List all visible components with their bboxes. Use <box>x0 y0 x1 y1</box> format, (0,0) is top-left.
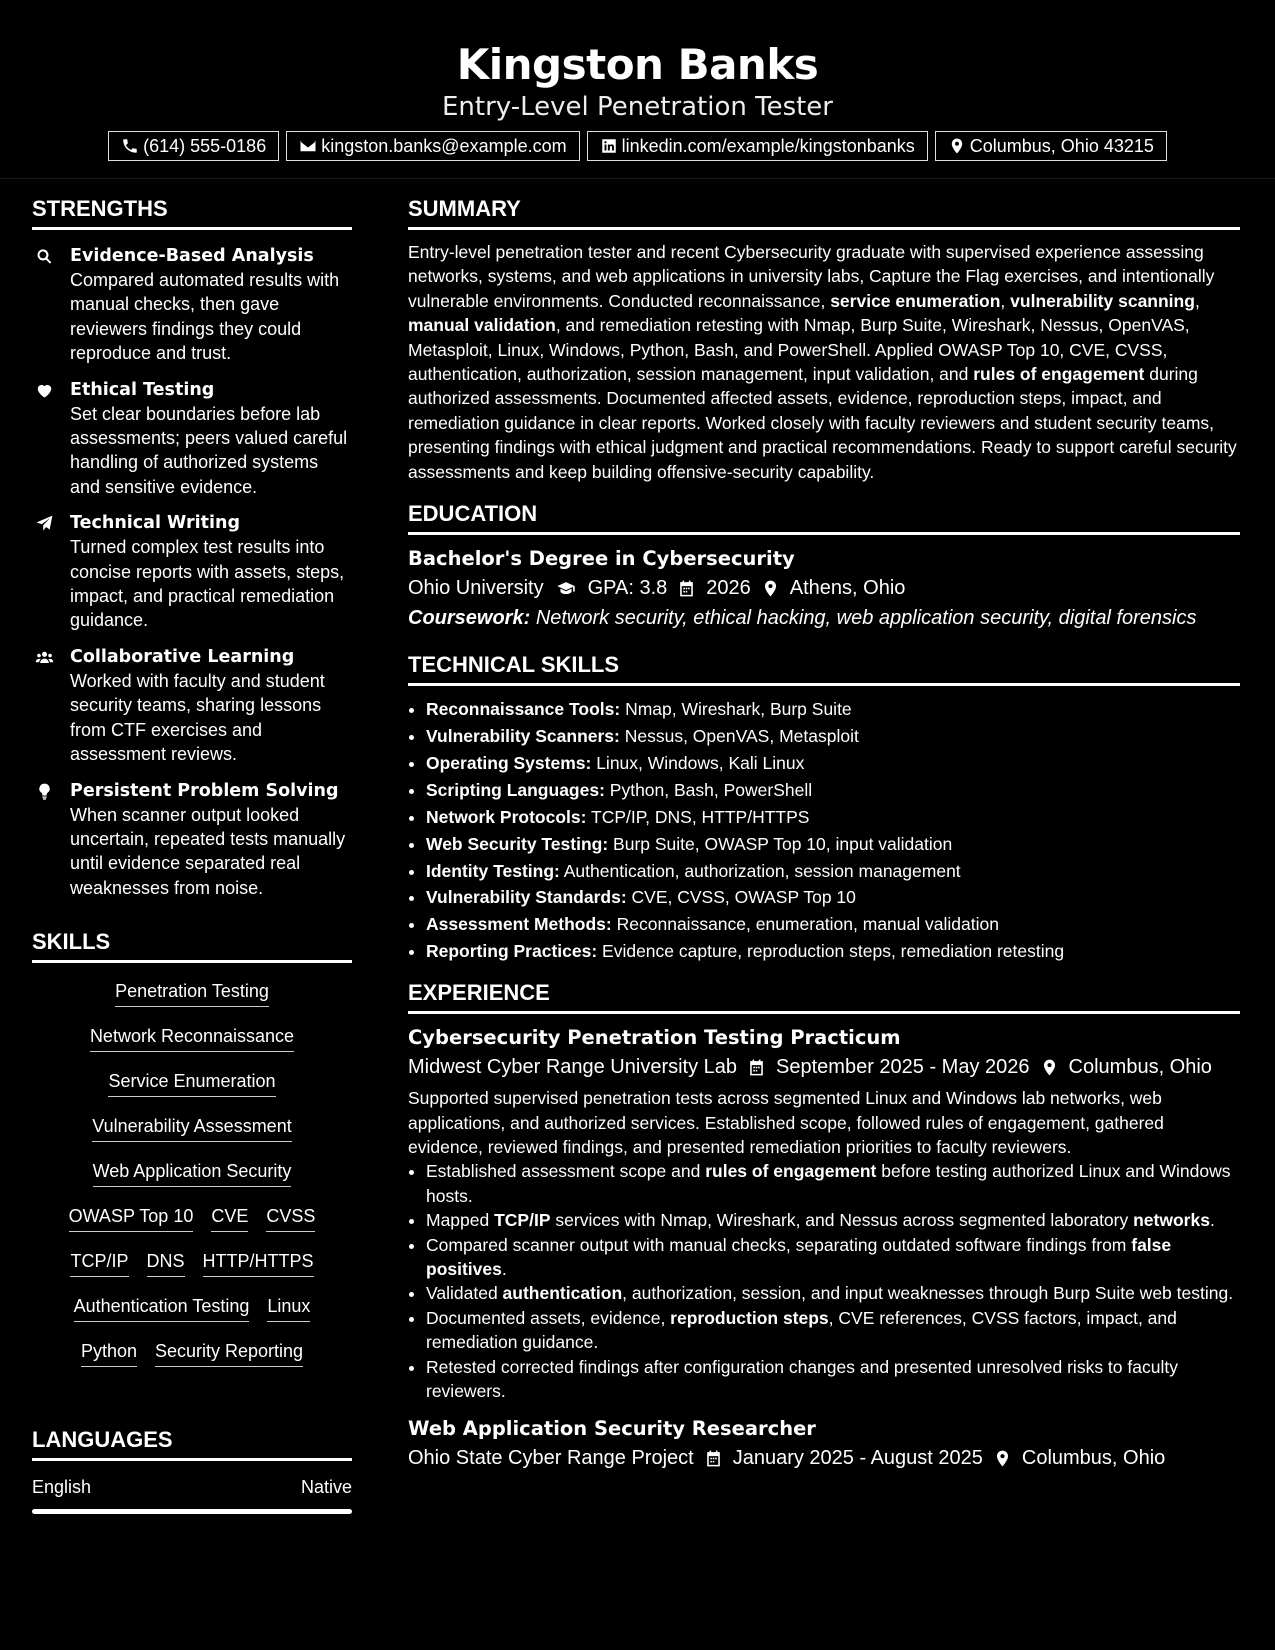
summary-text <box>408 240 1240 484</box>
bullet-text: Mapped <box>426 1210 495 1231</box>
bullet-text: . <box>501 1258 507 1279</box>
contact-bar <box>0 131 1275 161</box>
languages-heading: LANGUAGES <box>32 1426 352 1461</box>
bullet-text: before testing authorized Linux and Windows hosts. <box>426 1161 1231 1206</box>
list-item <box>426 911 1240 938</box>
technical-skills-section <box>408 651 1240 965</box>
coursework-list: Network security, ethical hacking, web application security, digital forensics <box>535 607 1197 630</box>
list-item <box>426 723 1240 750</box>
skill-category: Scripting Languages: <box>426 779 605 800</box>
coursework-label: Coursework: <box>408 607 531 630</box>
bullet-emphasis: networks <box>1133 1210 1210 1231</box>
candidate-name: Kingston Banks <box>456 40 819 89</box>
language-level: Native <box>300 1477 352 1498</box>
list-item <box>426 858 1240 885</box>
job-location: Columbus, Ohio <box>1021 1447 1166 1470</box>
skill-tag: TCP/IP <box>70 1249 128 1277</box>
list-item <box>426 1355 1240 1404</box>
degree-title: Bachelor's Degree in Cybersecurity <box>408 547 795 571</box>
skill-category: Vulnerability Scanners: <box>426 725 620 746</box>
search-icon <box>35 247 54 266</box>
skill-values: Nessus, OpenVAS, Metasploit <box>624 725 859 746</box>
language-row <box>32 1475 352 1499</box>
bullet-text: , CVE references, CVSS factors, impact, and remediation guidance. <box>426 1307 1177 1353</box>
left-column <box>32 195 352 1514</box>
strengths-section <box>32 195 352 900</box>
summary-segment: , and remediation retesting with Nmap, Burp Suite, Wireshark, Nessus, OpenVAS, Metasploit, Linux, Windows, Python, Bash, and PowerShell. Applied OWASP Top 10, CVE, CVSS, authentication, authorization, session management, input validation, and <box>408 315 1190 385</box>
bullet-text: Validated <box>426 1283 503 1304</box>
skills-section <box>32 928 352 1384</box>
skill-values: CVE, CVSS, OWASP Top 10 <box>631 887 856 908</box>
experience-heading: EXPERIENCE <box>408 979 1240 1014</box>
experience-section <box>408 979 1240 1473</box>
skill-tag: Vulnerability Assessment <box>92 1114 291 1142</box>
calendar-icon <box>747 1058 766 1077</box>
map-pin-icon <box>1040 1058 1059 1077</box>
strength-description: Set clear boundaries before lab assessments; peers valued careful handling of authorized systems and sensitive evidence. <box>70 403 348 497</box>
job-organization: Ohio State Cyber Range Project <box>408 1447 694 1470</box>
graduation-year: 2026 <box>706 577 751 600</box>
linkedin-text: linkedin.com/example/kingstonbanks <box>621 135 915 156</box>
skill-tag: CVSS <box>266 1204 315 1232</box>
location-text: Columbus, Ohio 43215 <box>969 135 1154 156</box>
bullet-text: , authorization, session, and input weaknesses through Burp Suite web testing. <box>622 1283 1234 1304</box>
strength-description: Worked with faculty and student security teams, sharing lessons from CTF exercises and assessment reviews. <box>70 670 325 765</box>
list-item <box>426 750 1240 777</box>
phone-text: (614) 555-0186 <box>143 135 267 156</box>
skill-values: Authentication, authorization, session management <box>563 860 961 881</box>
bullet-text: Compared scanner output with manual checks, separating outdated software findings from <box>426 1234 1132 1255</box>
technical-skills-heading: TECHNICAL SKILLS <box>408 651 1240 686</box>
summary-segment: Entry-level penetration tester and recent Cybersecurity graduate with supervised experience assessing networks, systems, and web applications in university labs, Capture the Flag exercises, and intentionally vulnerable environments. Conducted reconnaissance, <box>408 242 1215 311</box>
strength-item <box>32 511 352 633</box>
skill-category: Vulnerability Standards: <box>426 887 627 908</box>
skill-values: Nmap, Wireshark, Burp Suite <box>625 699 852 720</box>
skill-tag: DNS <box>147 1249 185 1277</box>
summary-emphasis: vulnerability scanning <box>1010 290 1195 311</box>
skill-tag: OWASP Top 10 <box>69 1204 194 1232</box>
bullet-emphasis: TCP/IP <box>494 1210 551 1231</box>
gpa: GPA: 3.8 <box>587 577 668 600</box>
strength-title: Ethical Testing <box>70 379 215 400</box>
education-heading: EDUCATION <box>408 500 1240 535</box>
job-entry <box>408 1415 1240 1473</box>
school-name: Ohio University <box>408 577 544 600</box>
right-column <box>408 195 1240 1473</box>
list-item <box>426 1306 1240 1355</box>
skill-category: Reporting Practices: <box>426 941 598 962</box>
list-item <box>426 696 1240 723</box>
list-item <box>426 1281 1240 1305</box>
strength-item <box>32 378 352 500</box>
strength-description: When scanner output looked uncertain, repeated tests manually until evidence separated real weaknesses from noise. <box>70 804 346 898</box>
strength-description: Turned complex test results into concise reports with assets, steps, impact, and practical remediation guidance. <box>70 537 345 631</box>
paper-plane-icon <box>35 514 54 533</box>
resume-header <box>0 0 1275 179</box>
map-pin-icon <box>948 137 966 155</box>
languages-section <box>32 1426 352 1514</box>
list-item <box>426 1208 1240 1232</box>
coursework <box>408 603 1240 633</box>
job-meta <box>408 1443 1240 1473</box>
list-item <box>426 804 1240 831</box>
summary-emphasis: rules of engagement <box>973 364 1145 385</box>
skill-values: Evidence capture, reproduction steps, remediation retesting <box>602 941 1065 962</box>
list-item <box>426 884 1240 911</box>
summary-segment: , <box>1000 290 1011 311</box>
summary-segment: , <box>1194 290 1200 311</box>
calendar-icon <box>677 579 696 598</box>
contact-linkedin[interactable] <box>587 131 928 161</box>
skill-category: Reconnaissance Tools: <box>426 699 621 720</box>
contact-phone[interactable] <box>108 131 279 161</box>
calendar-icon <box>704 1449 723 1468</box>
job-entry <box>408 1024 1240 1403</box>
skill-tag: Network Reconnaissance <box>90 1024 294 1052</box>
list-item <box>426 777 1240 804</box>
bullet-text: . <box>1209 1210 1215 1231</box>
job-meta <box>408 1052 1240 1082</box>
skill-category: Operating Systems: <box>426 752 592 773</box>
bullet-text: Established assessment scope and <box>426 1161 706 1182</box>
skill-tag: Python <box>81 1339 137 1367</box>
list-item <box>426 831 1240 858</box>
skill-tag: Web Application Security <box>93 1159 292 1187</box>
strength-item <box>32 244 352 366</box>
bullet-emphasis: authentication <box>502 1283 623 1304</box>
summary-emphasis: manual validation <box>408 315 556 336</box>
strength-title: Collaborative Learning <box>70 646 295 667</box>
job-dates: September 2025 - May 2026 <box>776 1056 1030 1079</box>
envelope-icon <box>299 137 317 155</box>
list-item <box>426 1159 1240 1208</box>
map-pin-icon <box>761 579 780 598</box>
strength-title: Evidence-Based Analysis <box>70 246 314 266</box>
skill-tag: Penetration Testing <box>115 979 269 1007</box>
graduation-cap-icon <box>554 579 578 598</box>
strength-title: Persistent Problem Solving <box>70 780 339 801</box>
linkedin-icon <box>600 137 618 155</box>
contact-location[interactable] <box>935 131 1167 161</box>
technical-skills-list <box>408 696 1240 965</box>
skills-tags <box>32 973 352 1384</box>
job-dates: January 2025 - August 2025 <box>732 1447 983 1470</box>
job-bullets <box>408 1159 1240 1403</box>
strength-description: Compared automated results with manual checks, then gave reviewers findings they could reproduce and trust. <box>70 270 340 364</box>
bullet-text: Retested corrected findings after configuration changes and presented unresolved risks to faculty reviewers. <box>426 1356 1178 1401</box>
skill-tag: Authentication Testing <box>74 1294 250 1322</box>
summary-section <box>408 195 1240 484</box>
strengths-heading: STRENGTHS <box>32 195 352 230</box>
contact-email[interactable] <box>286 131 579 161</box>
summary-emphasis: service enumeration <box>830 290 1001 311</box>
job-location: Columbus, Ohio <box>1068 1056 1212 1079</box>
skill-values: Reconnaissance, enumeration, manual validation <box>616 914 999 935</box>
skill-values: Python, Bash, PowerShell <box>609 779 813 800</box>
skill-category: Identity Testing: <box>426 860 560 881</box>
job-title: Cybersecurity Penetration Testing Practicum <box>408 1026 901 1050</box>
skill-tag: HTTP/HTTPS <box>203 1249 314 1277</box>
job-description: Supported supervised penetration tests across segmented Linux and Windows lab networks, web applications, and authorized services. Established scope, followed rules of engagement, gathered evidence, reviewed findings, and presented remediation priorities to faculty reviewers. <box>408 1088 1164 1157</box>
bullet-emphasis: false positives <box>426 1234 1172 1279</box>
skill-values: Linux, Windows, Kali Linux <box>596 752 805 773</box>
heart-icon <box>35 381 54 400</box>
summary-segment: during authorized assessments. Documented affected assets, evidence, reproduction steps, impact, and remediation guidance in clear reports. Worked closely with faculty reviewers and student security teams, presenting findings with ethical judgment and practical recommendations. Ready to support careful security assessments and keep building offensive-security capability. <box>408 364 1237 482</box>
skill-tag: Security Reporting <box>155 1339 303 1367</box>
strength-title: Technical Writing <box>70 513 241 534</box>
bullet-emphasis: reproduction steps <box>670 1307 829 1328</box>
skill-values: TCP/IP, DNS, HTTP/HTTPS <box>591 806 810 827</box>
skill-category: Assessment Methods: <box>426 914 612 935</box>
list-item <box>426 1233 1240 1282</box>
skills-heading: SKILLS <box>32 928 352 963</box>
bullet-text: services with Nmap, Wireshark, and Nessus across segmented laboratory <box>550 1210 1134 1231</box>
users-icon <box>35 648 54 667</box>
strength-item <box>32 779 352 901</box>
skill-values: Burp Suite, OWASP Top 10, input validation <box>613 833 953 854</box>
job-title: Web Application Security Researcher <box>408 1417 816 1441</box>
summary-heading: SUMMARY <box>408 195 1240 230</box>
strength-item <box>32 645 352 767</box>
bullet-text: Documented assets, evidence, <box>426 1307 671 1328</box>
skill-category: Web Security Testing: <box>426 833 609 854</box>
phone-icon <box>121 137 139 155</box>
language-proficiency-bar <box>32 1509 352 1514</box>
candidate-title: Entry-Level Penetration Tester <box>442 92 833 122</box>
list-item <box>426 938 1240 965</box>
language-name: English <box>32 1477 92 1498</box>
education-section <box>408 500 1240 633</box>
skill-tag: CVE <box>211 1204 248 1232</box>
school-location: Athens, Ohio <box>789 577 906 600</box>
education-meta <box>408 573 1240 603</box>
map-pin-icon <box>993 1449 1012 1468</box>
bullet-emphasis: rules of engagement <box>705 1161 877 1182</box>
job-organization: Midwest Cyber Range University Lab <box>408 1056 738 1079</box>
skill-category: Network Protocols: <box>426 806 587 827</box>
skill-tag: Linux <box>267 1294 310 1322</box>
skill-tag: Service Enumeration <box>108 1069 275 1097</box>
lightbulb-icon <box>35 782 54 801</box>
email-text: kingston.banks@example.com <box>321 135 567 156</box>
